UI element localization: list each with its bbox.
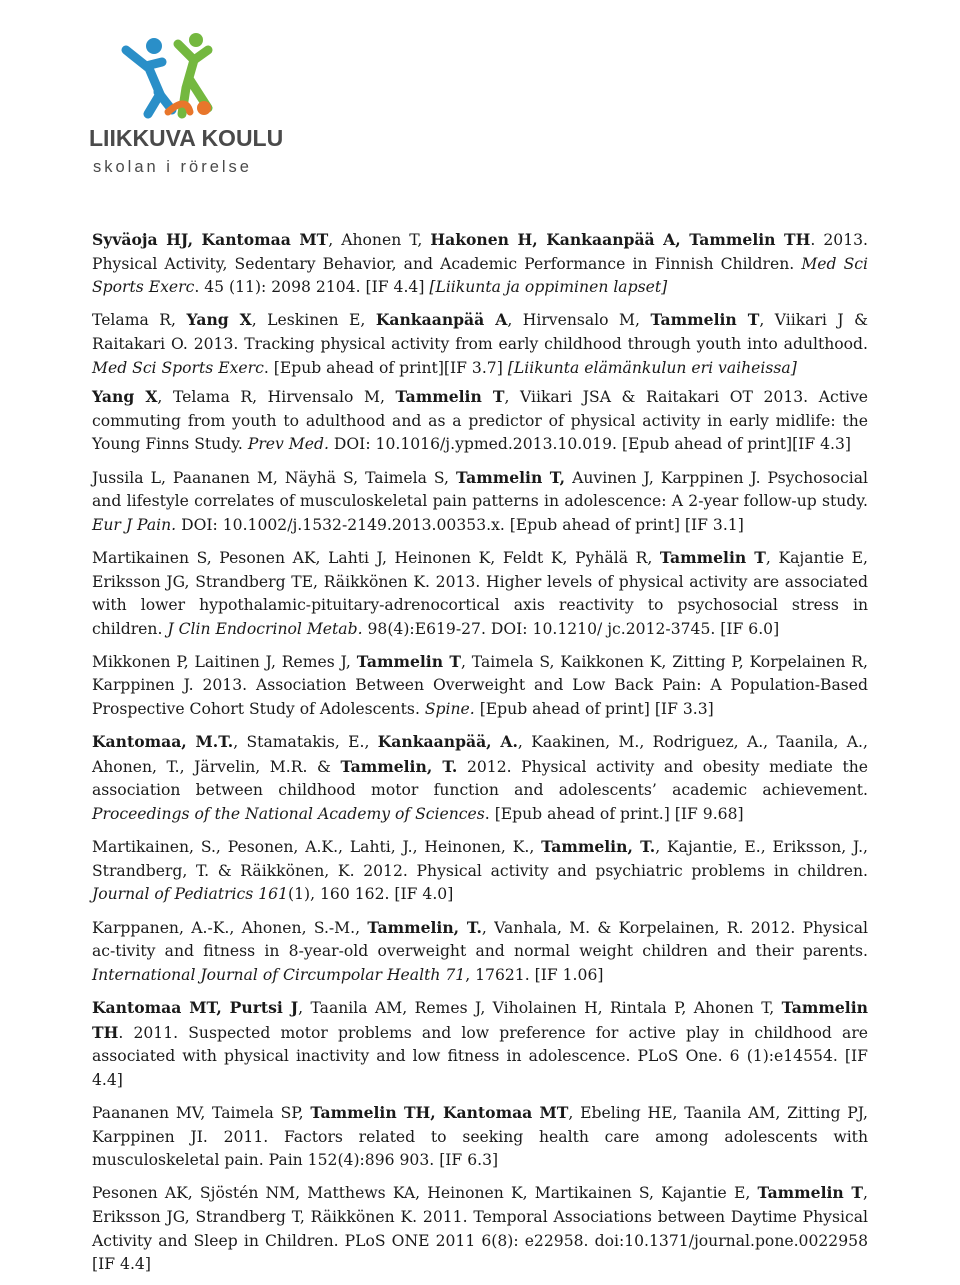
- reference-text: , Taanila AM, Remes J, Viholainen H, Rintala P, Ahonen T,: [298, 998, 782, 1017]
- author-bold: Tammelin T: [650, 310, 760, 330]
- author-bold: Tammelin T: [757, 1183, 864, 1203]
- reference-text: , Stamatakis, E.,: [233, 733, 378, 752]
- author-bold: Hakonen H, Kankaanpää A, Tammelin TH: [430, 230, 811, 249]
- reference-entry: [92, 546, 868, 641]
- reference-text: , Taimela S, Kaikkonen K, Zitting P, Korpelainen R, Karppinen J. 2013. Association Between Overweight and Low Back Pain: A Population-Based Prospective Cohort Study of Adolescents.: [92, 652, 868, 719]
- liikkuva-koulu-logo: [86, 22, 286, 192]
- reference-entry: [92, 228, 868, 300]
- reference-text: 98(4):E619-27. DOI: 10.1210/ jc.2012-3745. [IF 6.0]: [362, 619, 780, 638]
- reference-text: . [Epub ahead of print][IF 3.7]: [263, 358, 508, 377]
- author-bold: Tammelin, T.: [541, 837, 656, 857]
- reference-text: DOI: 10.1016/j.ypmed.2013.10.019. [Epub ahead of print][IF 4.3]: [328, 435, 852, 454]
- italic-text: Journal of Pediatrics 161: [92, 885, 288, 904]
- reference-text: [Epub ahead of print] [IF 3.3]: [474, 700, 714, 719]
- reference-text: Karppanen, A.-K., Ahonen, S.-M.,: [92, 918, 368, 937]
- author-bold: Tammelin, T.: [340, 756, 458, 776]
- italic-text: Prev Med.: [247, 435, 329, 454]
- logo-graphic: [86, 22, 286, 192]
- reference-text: Telama R,: [92, 311, 187, 330]
- author-bold: Tammelin T: [395, 387, 505, 407]
- reference-text: , Leskinen E,: [251, 311, 376, 330]
- author-bold: Yang X: [92, 387, 158, 407]
- reference-text: , Ebeling HE, Taanila AM, Zitting PJ, Karppinen JI. 2011. Factors related to seeking health care among adolescents with musculoskeletal pain. Pain 152(4):896 903. [IF 6.3]: [92, 1103, 868, 1170]
- author-bold: Tammelin T,: [455, 467, 566, 487]
- author-bold: Kantomaa, M.T.: [92, 732, 234, 752]
- reference-entry: [92, 1181, 868, 1276]
- reference-text: Martikainen, S., Pesonen, A.K., Lahti, J., Heinonen, K.,: [92, 838, 542, 857]
- author-bold: Kantomaa MT, Purtsi J: [92, 997, 299, 1017]
- reference-text: DOI: 10.1002/j.1532-2149.2013.00353.x. [Epub ahead of print] [IF 3.1]: [176, 515, 744, 534]
- reference-list: [92, 228, 868, 1285]
- reference-entry: [92, 385, 868, 457]
- reference-text: , Ahonen T,: [328, 231, 431, 249]
- reference-text: , Viikari J & Raitakari O. 2013. Tracking physical activity from early childhood through youth into adulthood.: [92, 311, 868, 353]
- reference-entry: [92, 835, 868, 907]
- italic-text: Med Sci Sports Exerc: [92, 358, 264, 377]
- reference-text: , Telama R, Hirvensalo M,: [157, 388, 396, 407]
- reference-text: Mikkonen P, Laitinen J, Remes J,: [92, 652, 357, 671]
- reference-text: . 45 (11): 2098 2104. [IF 4.4]: [194, 278, 430, 297]
- reference-text: . 2013. Physical Activity, Sedentary Behavior, and Academic Performance in Finnish Children.: [92, 231, 868, 273]
- author-bold: Kankaanpää, A.: [377, 732, 518, 752]
- reference-entry: [92, 996, 868, 1092]
- italic-text: J Clin Endocrinol Metab.: [167, 619, 363, 638]
- author-bold: Syväoja HJ, Kantomaa MT: [92, 230, 329, 249]
- author-bold: Tammelin TH, Kantomaa MT: [310, 1102, 569, 1122]
- reference-entry: [92, 1101, 868, 1173]
- italic-text: Med Sci Sports Exerc: [92, 254, 868, 297]
- reference-text: Auvinen J, Karppinen J. Psychosocial and lifestyle correlates of musculoskeletal pain patterns in adolescence: A 2-year follow-up study.: [92, 468, 868, 511]
- reference-text: (1), 160 162. [IF 4.0]: [288, 885, 454, 904]
- reference-entry: [92, 730, 868, 826]
- reference-text: , Viikari JSA & Raitakari OT 2013. Active commuting from youth to adulthood and as a predictor of physical activity in early midlife: the Young Finns Study.: [92, 388, 868, 454]
- reference-entry: [92, 308, 868, 380]
- italic-text: International Journal of Circumpolar Health 71: [92, 965, 466, 984]
- reference-entry: [92, 466, 868, 538]
- italic-text: [Liikunta elämänkulun eri vaiheissa]: [507, 358, 797, 377]
- reference-text: , Eriksson JG, Strandberg T, Räikkönen K. 2011. Temporal Associations between Daytime Physical Activity and Sleep in Children. PLoS ONE 2011 6(8): e22958. doi:10.1371/journal.pone.0022958 [IF 4.4]: [92, 1184, 868, 1274]
- reference-text: , Vanhala, M. & Korpelainen, R. 2012. Physical ac-tivity and fitness in 8-year-old overweight and normal weight children and their parents.: [92, 918, 868, 961]
- author-bold: Yang X: [186, 310, 252, 330]
- author-bold: Kankaanpää A: [375, 310, 508, 330]
- author-bold: Tammelin TH: [92, 997, 868, 1042]
- reference-text: Paananen MV, Taimela SP,: [92, 1103, 311, 1122]
- logo-sub-text: skolan i rörelse: [93, 158, 252, 176]
- italic-text: Eur J Pain.: [92, 515, 177, 534]
- italic-text: Spine.: [424, 700, 475, 719]
- logo-main-text: LIIKKUVA KOULU: [89, 125, 284, 151]
- running-figures-icon: [126, 33, 211, 115]
- reference-text: , Kajantie E, Eriksson JG, Strandberg TE, Räikkönen K. 2013. Higher levels of physical activity are associated with lower hypothalamic-pituitary-adrenocortical axis reactivity to psychosocial stress in children.: [92, 548, 868, 638]
- author-bold: Tammelin, T.: [367, 917, 482, 937]
- reference-text: 2012. Physical activity and obesity mediate the association between childhood motor function and adolescents’ academic achievement.: [92, 757, 868, 800]
- author-bold: Tammelin T: [659, 547, 766, 567]
- italic-text: [Liikunta ja oppiminen lapset]: [429, 278, 668, 297]
- reference-text: Martikainen S, Pesonen AK, Lahti J, Heinonen K, Feldt K, Pyhälä R,: [92, 548, 660, 567]
- reference-text: Jussila L, Paananen M, Näyhä S, Taimela S,: [92, 468, 456, 487]
- reference-text: , Hirvensalo M,: [507, 311, 651, 330]
- reference-entry: [92, 650, 868, 722]
- reference-text: Pesonen AK, Sjöstén NM, Matthews KA, Heinonen K, Martikainen S, Kajantie E,: [92, 1184, 758, 1203]
- reference-text: . 2011. Suspected motor problems and low preference for active play in childhood are associated with physical inactivity and low fitness in adolescence. PLoS One. 6 (1):e14554. [IF 4.4]: [92, 1023, 868, 1089]
- author-bold: Tammelin T: [356, 651, 461, 671]
- reference-text: , 17621. [IF 1.06]: [465, 965, 604, 984]
- reference-text: , Kajantie, E., Eriksson, J., Strandberg, T. & Räikkönen, K. 2012. Physical activity and psychiatric problems in children.: [92, 838, 869, 880]
- reference-text: , Kaakinen, M., Rodriguez, A., Taanila, A., Ahonen, T., Järvelin, M.R. &: [92, 733, 868, 776]
- reference-text: . [Epub ahead of print.] [IF 9.68]: [484, 805, 744, 824]
- italic-text: Proceedings of the National Academy of Sciences: [92, 805, 485, 824]
- reference-entry: [92, 916, 868, 988]
